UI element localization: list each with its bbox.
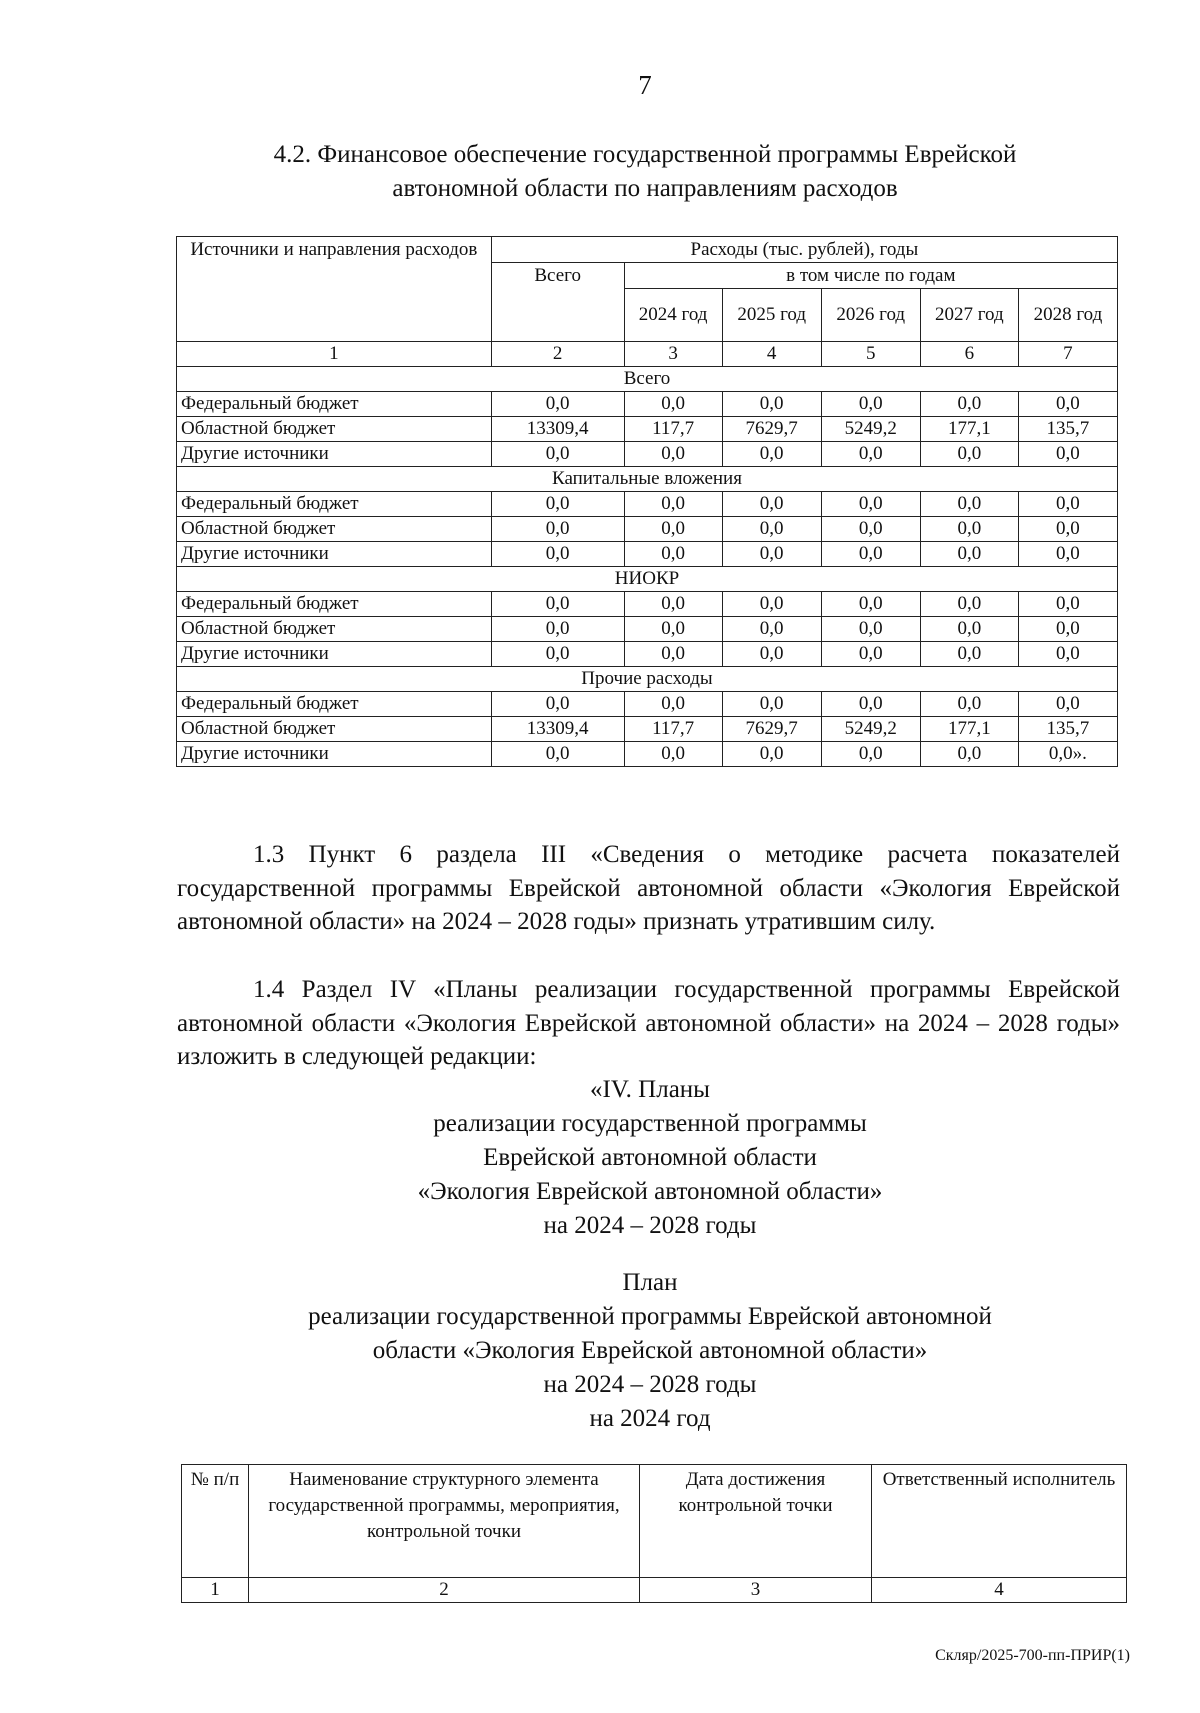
- expenses-header: Расходы (тыс. рублей), годы: [491, 237, 1117, 263]
- plan-heading-line: на 2024 год: [589, 1405, 711, 1432]
- section-iv-heading-line: «Экология Еврейской автономной области»: [417, 1178, 883, 1205]
- value-cell: 0,0: [1018, 442, 1117, 467]
- value-cell: 0,0: [1018, 692, 1117, 717]
- value-cell: 0,0: [821, 442, 920, 467]
- column-number: 5: [821, 342, 920, 367]
- value-cell: 0,0: [821, 692, 920, 717]
- value-cell: 0,0: [491, 442, 624, 467]
- value-cell: 0,0: [821, 492, 920, 517]
- value-cell: 0,0: [821, 742, 920, 767]
- plan-heading-line: на 2024 – 2028 годы: [543, 1371, 757, 1398]
- budget-row: [177, 417, 1118, 442]
- value-cell: 0,0: [491, 592, 624, 617]
- value-cell: 0,0: [624, 392, 722, 417]
- column-number-row: [177, 342, 1118, 367]
- value-cell: 0,0: [624, 542, 722, 567]
- plan-column-number: 1: [182, 1578, 249, 1603]
- budget-row: [177, 642, 1118, 667]
- column-number: 1: [177, 342, 492, 367]
- plan-heading-line: План: [622, 1269, 678, 1296]
- value-cell: 0,0: [624, 692, 722, 717]
- section-iv-heading-line: на 2024 – 2028 годы: [543, 1212, 757, 1239]
- value-cell: 177,1: [920, 417, 1018, 442]
- row-label: Федеральный бюджет: [177, 592, 492, 617]
- value-cell: 117,7: [624, 417, 722, 442]
- plan-column-number-row: [182, 1578, 1127, 1603]
- section-title-line-1: 4.2. Финансовое обеспечение государственной программы Еврейской: [273, 141, 1017, 168]
- budget-row: [177, 717, 1118, 742]
- budget-row: [177, 617, 1118, 642]
- value-cell: 0,0: [722, 742, 821, 767]
- budget-row: [177, 742, 1118, 767]
- section-title-line-2: автономной области по направлениям расходов: [392, 175, 898, 202]
- value-cell: 0,0: [624, 442, 722, 467]
- row-label: Областной бюджет: [177, 417, 492, 442]
- column-number: 6: [920, 342, 1018, 367]
- section-header-row: [177, 567, 1118, 592]
- value-cell: 0,0: [722, 517, 821, 542]
- row-label: Другие источники: [177, 442, 492, 467]
- year-header-2025: 2025 год: [722, 289, 821, 342]
- budget-row: [177, 392, 1118, 417]
- value-cell: 0,0: [624, 742, 722, 767]
- section-title: [175, 138, 1115, 206]
- value-cell: 0,0: [821, 542, 920, 567]
- value-cell: 0,0: [1018, 392, 1117, 417]
- plan-header-number: № п/п: [182, 1465, 249, 1578]
- budget-row: [177, 692, 1118, 717]
- budget-row: [177, 542, 1118, 567]
- value-cell: 0,0: [624, 492, 722, 517]
- budget-row: [177, 592, 1118, 617]
- value-cell: 0,0: [1018, 592, 1117, 617]
- value-cell: 0,0: [624, 517, 722, 542]
- row-label: Другие источники: [177, 742, 492, 767]
- value-cell: 0,0: [722, 442, 821, 467]
- value-cell: 0,0: [920, 392, 1018, 417]
- value-cell: 0,0: [1018, 492, 1117, 517]
- paragraph-1-3: 1.3 Пункт 6 раздела III «Сведения о методике расчета показателей государственной программы Еврейской автономной области «Экология Еврейской автономной области» на 2024 – 2028 годы» признать утратившим силу.: [177, 841, 1120, 935]
- plan-heading-line: реализации государственной программы Еврейской автономной: [308, 1303, 992, 1330]
- section-title-cell: Всего: [177, 367, 1118, 392]
- value-cell: 0,0: [491, 642, 624, 667]
- plan-header-date: Дата достижения контрольной точки: [640, 1465, 872, 1578]
- row-label: Областной бюджет: [177, 617, 492, 642]
- value-cell: 0,0: [624, 617, 722, 642]
- year-header-2027: 2027 год: [920, 289, 1018, 342]
- column-number: 2: [491, 342, 624, 367]
- plan-header-name: Наименование структурного элемента государственной программы, мероприятия, контрольной точки: [249, 1465, 640, 1578]
- column-number: 7: [1018, 342, 1117, 367]
- by-years-header: в том числе по годам: [624, 263, 1117, 289]
- plan-heading-line: области «Экология Еврейской автономной области»: [372, 1337, 928, 1364]
- budget-row: [177, 492, 1118, 517]
- value-cell: 0,0: [920, 592, 1018, 617]
- value-cell: 0,0: [722, 642, 821, 667]
- value-cell: 7629,7: [722, 717, 821, 742]
- value-cell: 0,0: [491, 742, 624, 767]
- value-cell: 0,0: [722, 617, 821, 642]
- value-cell: 13309,4: [491, 717, 624, 742]
- value-cell: 0,0: [920, 442, 1018, 467]
- value-cell: 5249,2: [821, 417, 920, 442]
- section-title-cell: Капитальные вложения: [177, 467, 1118, 492]
- value-cell: 0,0: [920, 542, 1018, 567]
- value-cell: 0,0: [821, 592, 920, 617]
- section-header-row: [177, 667, 1118, 692]
- plan-table: [181, 1464, 1127, 1603]
- value-cell: 0,0: [722, 692, 821, 717]
- plan-table-header-row: [182, 1465, 1127, 1578]
- value-cell: 117,7: [624, 717, 722, 742]
- plan-column-number: 4: [872, 1578, 1127, 1603]
- value-cell: 0,0: [624, 592, 722, 617]
- year-header-2026: 2026 год: [821, 289, 920, 342]
- column-number: 3: [624, 342, 722, 367]
- year-header-2024: 2024 год: [624, 289, 722, 342]
- budget-row: [177, 517, 1118, 542]
- value-cell: 135,7: [1018, 717, 1117, 742]
- value-cell: 0,0: [1018, 517, 1117, 542]
- value-cell: 0,0: [491, 517, 624, 542]
- value-cell: 0,0: [1018, 542, 1117, 567]
- plan-header-responsible: Ответственный исполнитель: [872, 1465, 1127, 1578]
- source-column-header: Источники и направления расходов: [177, 237, 492, 342]
- finance-table: [176, 236, 1118, 767]
- value-cell: 0,0: [920, 692, 1018, 717]
- total-column-header: Всего: [491, 263, 624, 342]
- value-cell: 0,0: [722, 542, 821, 567]
- value-cell: 135,7: [1018, 417, 1117, 442]
- section-title-cell: Прочие расходы: [177, 667, 1118, 692]
- section-iv-heading: [0, 1073, 1200, 1243]
- plan-column-number: 3: [640, 1578, 872, 1603]
- value-cell: 0,0: [491, 392, 624, 417]
- row-label: Федеральный бюджет: [177, 392, 492, 417]
- document-code: Скляр/2025-700-пп-ПРИР(1): [935, 1647, 1130, 1664]
- section-title-cell: НИОКР: [177, 567, 1118, 592]
- value-cell: 0,0: [821, 392, 920, 417]
- value-cell: 0,0: [491, 617, 624, 642]
- value-cell: 0,0: [491, 692, 624, 717]
- section-iv-heading-line: «IV. Планы: [590, 1076, 710, 1103]
- row-label: Другие источники: [177, 542, 492, 567]
- value-cell: 0,0: [920, 492, 1018, 517]
- column-number: 4: [722, 342, 821, 367]
- value-cell: 0,0: [491, 542, 624, 567]
- value-cell: 0,0: [920, 617, 1018, 642]
- budget-row: [177, 442, 1118, 467]
- value-cell: 0,0: [821, 617, 920, 642]
- value-cell: 13309,4: [491, 417, 624, 442]
- value-cell: 0,0: [1018, 617, 1117, 642]
- row-label: Областной бюджет: [177, 517, 492, 542]
- value-cell: 0,0: [821, 517, 920, 542]
- row-label: Областной бюджет: [177, 717, 492, 742]
- paragraph-1-4: 1.4 Раздел IV «Планы реализации государственной программы Еврейской автономной области «Экология Еврейской автономной области» на 2024 – 2028 годы» изложить в следующей редакции:: [177, 976, 1120, 1070]
- page-number: 7: [638, 70, 652, 100]
- plan-heading: [0, 1266, 1200, 1436]
- value-cell: 0,0: [722, 492, 821, 517]
- value-cell: 0,0: [920, 517, 1018, 542]
- section-header-row: [177, 467, 1118, 492]
- value-cell: 0,0».: [1018, 742, 1117, 767]
- section-iv-heading-line: реализации государственной программы: [433, 1110, 867, 1137]
- section-iv-heading-line: Еврейской автономной области: [483, 1144, 817, 1171]
- value-cell: 0,0: [821, 642, 920, 667]
- value-cell: 0,0: [1018, 642, 1117, 667]
- value-cell: 7629,7: [722, 417, 821, 442]
- row-label: Другие источники: [177, 642, 492, 667]
- plan-column-number: 2: [249, 1578, 640, 1603]
- row-label: Федеральный бюджет: [177, 692, 492, 717]
- row-label: Федеральный бюджет: [177, 492, 492, 517]
- value-cell: 0,0: [722, 392, 821, 417]
- value-cell: 0,0: [624, 642, 722, 667]
- section-header-row: [177, 367, 1118, 392]
- value-cell: 5249,2: [821, 717, 920, 742]
- value-cell: 0,0: [920, 642, 1018, 667]
- value-cell: 0,0: [491, 492, 624, 517]
- year-header-2028: 2028 год: [1018, 289, 1117, 342]
- value-cell: 0,0: [722, 592, 821, 617]
- value-cell: 0,0: [920, 742, 1018, 767]
- value-cell: 177,1: [920, 717, 1018, 742]
